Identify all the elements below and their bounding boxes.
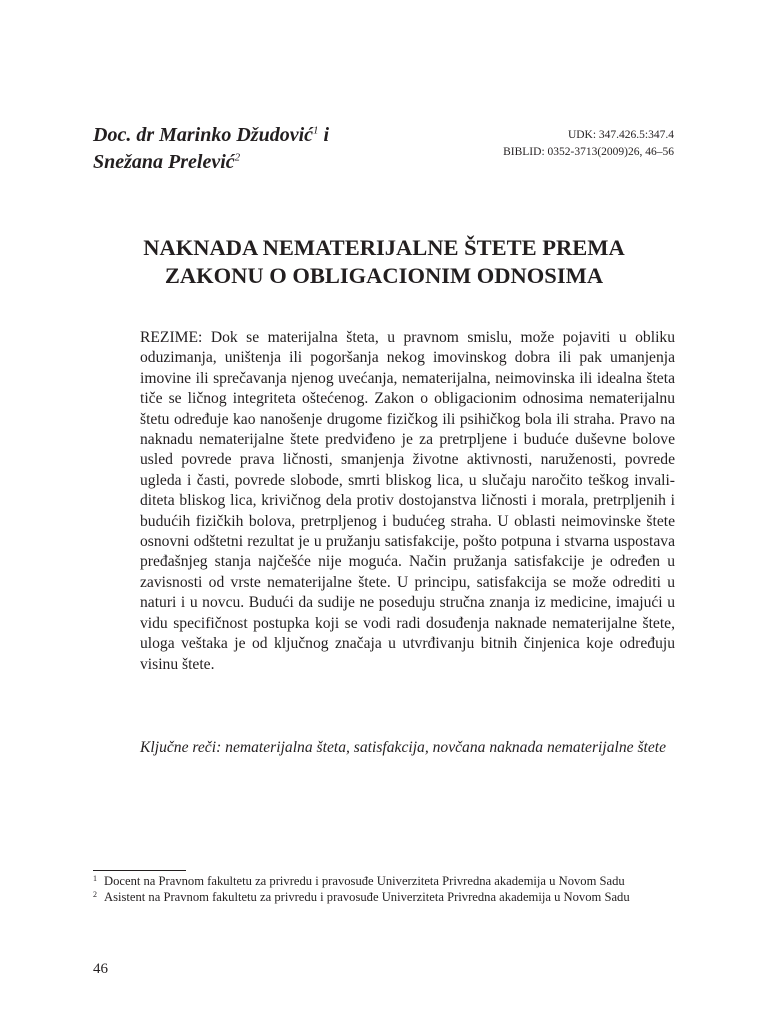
footnote-text: Asistent na Pravnom fakultetu za privredu i pravosuđe Univerziteta Privredna akademija u Novom Sadu <box>104 889 630 904</box>
abstract-text: REZIME: Dok se materijalna šteta, u pravnom smislu, može pojaviti u obliku oduzimanja, uništenja ili pogoršanja nekog imovinskog dobra ili pak umanjenja imovine ili sprečavanja njenog uvećanja, nematerijalna, neimovinska ili idealna šteta tiče se ličnog integriteta oštećenog. Zakon o obligacionim odnosima nematerijalnu štetu određuje kao nanošenje drugome fizičkog ili psihičkog bola ili straha. Pravo na naknadu nematerijalne štete predviđeno je za pretrpljene i buduće duševne bolove usled povrede prava ličnosti, smanjenja životne aktivnosti, naruženosti, povrede ugleda i časti, povrede slobode, smrti bliskog lica, u slučaju naročito teškog invaliditeta bliskog lica, krivičnog dela protiv dostojanstva ličnosti i morala, pretrpljenih i budućih fizičkih bolova, pretrpljenog i budućeg straha. U oblasti neimovinske štete osnovni odštetni rezultat je u pružanju satisfakcije, pošto potpuna i stvarna uspostava pređašnjeg stanja najčešće nije moguća. Način pružanja satisfakcije je određen u zavisnosti od vrste nematerijalne štete. U principu, satisfakcija se može odrediti u naturi i u novcu. Budući da sudije ne poseduju stručna znanja iz medicine, imajući u vidu specifičnost postupka koji se vodi radi dosuđenja naknade nematerijalne štete, uloga veštaka je od ključnog značaja u utvrđivanju bitnih činjenica koje određuju visinu štete. <box>140 329 675 673</box>
biblid-code: BIBLID: 0352-3713(2009)26, 46–56 <box>503 146 674 158</box>
title-line-1: NAKNADA NEMATERIJALNE ŠTETE PREMA <box>143 235 625 260</box>
keywords: Ključne reči: nematerijalna šteta, satisfakcija, novčana naknada nematerijalne štete <box>140 739 667 756</box>
footnotes <box>93 874 675 905</box>
footnote-mark: 1 <box>93 874 97 883</box>
author-2-footnote-mark: 2 <box>234 151 241 164</box>
udk-code: UDK: 347.426.5:347.4 <box>567 129 674 141</box>
author-1-name: Doc. dr Marinko Džudović <box>93 124 314 146</box>
footnote <box>93 874 675 890</box>
footnote-divider <box>93 870 186 871</box>
author-2-name: Snežana Prelević <box>93 151 235 173</box>
title-line-2: ZAKONU O OBLIGACIONIM ODNOSIMA <box>164 263 604 288</box>
footnote <box>93 890 675 906</box>
article-title <box>60 234 708 290</box>
footnote-text: Docent na Pravnom fakultetu za privredu i pravosuđe Univerziteta Privredna akademija u Novom Sadu <box>104 874 625 888</box>
author-1-footnote-mark: 1 <box>313 124 319 137</box>
author-block <box>93 122 423 176</box>
page-number: 46 <box>93 961 108 977</box>
author-connector: i <box>318 124 330 146</box>
footnote-mark: 2 <box>93 889 97 899</box>
classification-block <box>414 127 674 161</box>
